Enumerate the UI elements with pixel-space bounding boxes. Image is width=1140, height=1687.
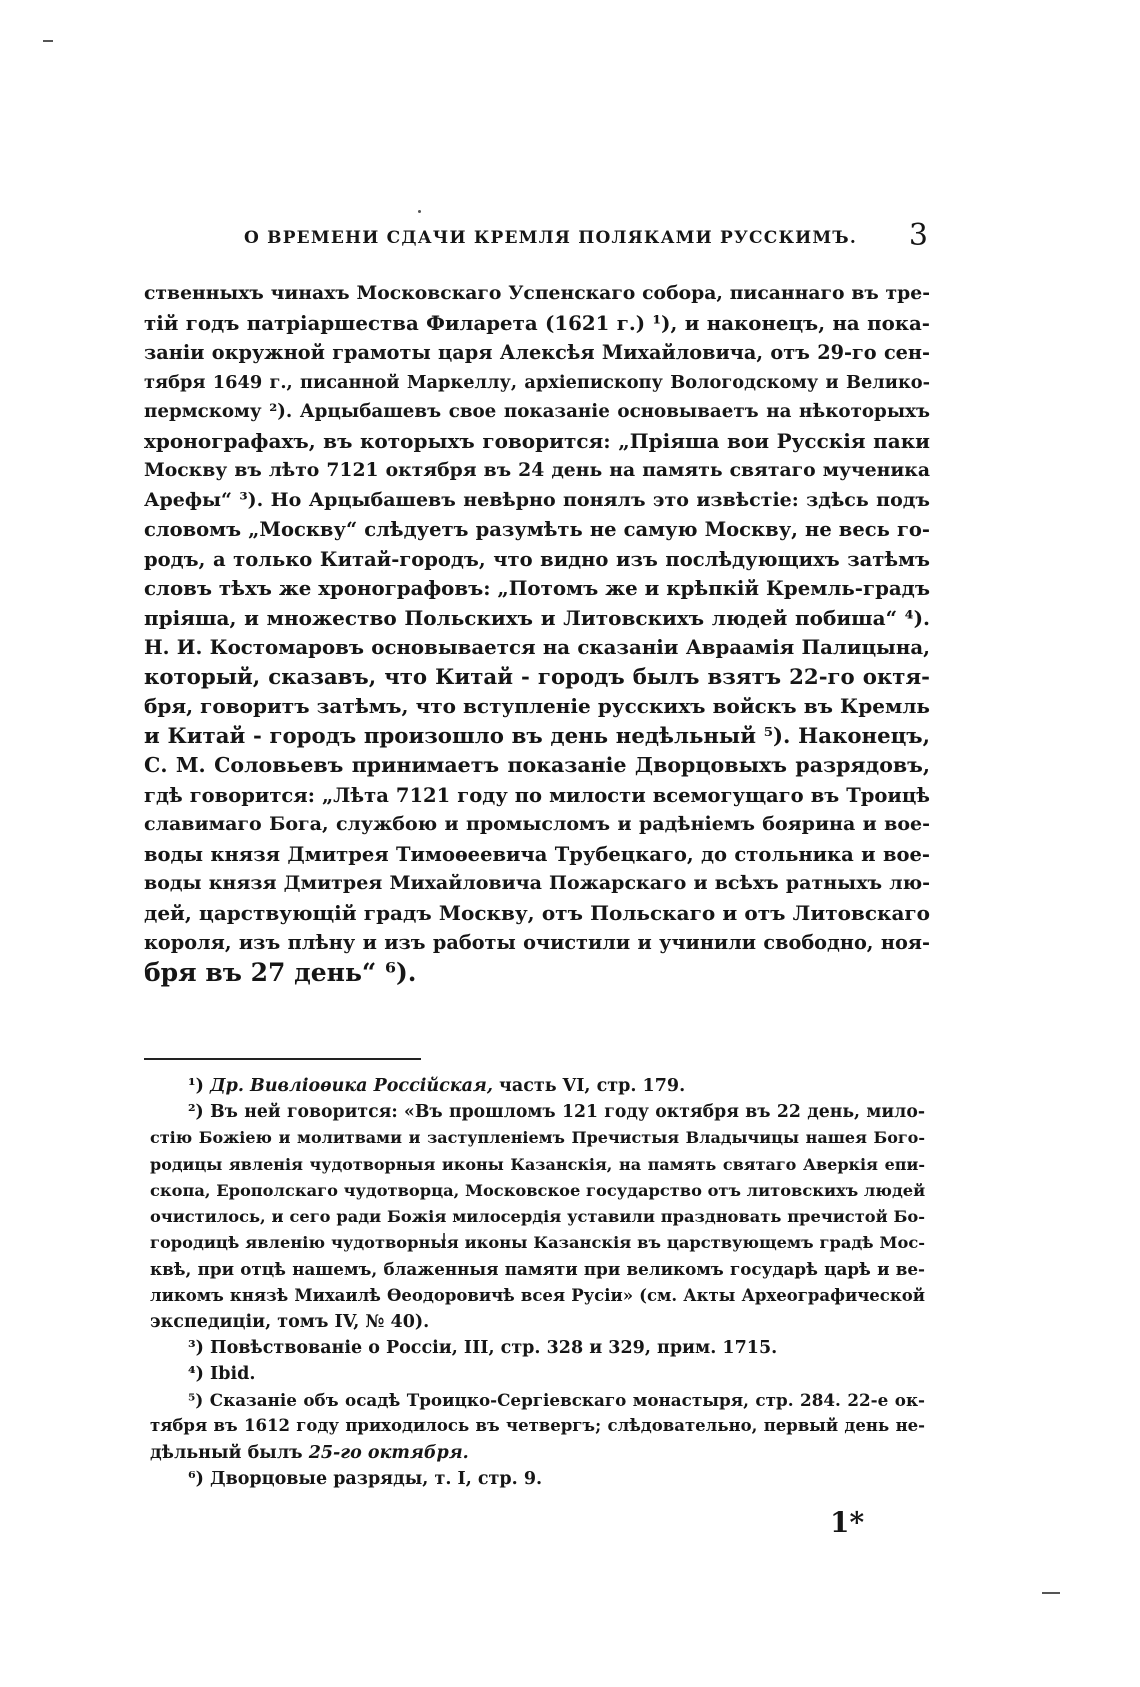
text-line: пріяша, и множество Польскихъ и Литовскихъ людей побиша“ ⁴). [144, 605, 930, 630]
running-header [144, 218, 930, 260]
footnote-2-line: скопа, Ерополскаго чудотворца, Московское государство отъ литовскихъ людей [150, 1180, 926, 1200]
text-line: бря, говоритъ затѣмъ, что вступленіе русскихъ войскъ въ Кремль [144, 694, 930, 718]
footnote-2-line: стію Божіею и молитвами и заступленіемъ Пречистыя Владычицы нашея Бого- [150, 1128, 925, 1148]
footnote-4: ⁴) Ibid. [188, 1364, 256, 1385]
text-line: словомъ „Москву“ слѣдуетъ разумѣть не самую Москву, не весь го- [144, 518, 930, 541]
text-line: гдѣ говорится: „Лѣта 7121 году по милости всемогущаго въ Троицѣ [144, 783, 930, 807]
text-line: словъ тѣхъ же хронографовъ: „Потомъ же и крѣпкій Кремль-градъ [144, 576, 930, 600]
footnote-5-line: тября въ 1612 году приходилось въ четвергъ; слѣдовательно, первый день не- [150, 1416, 925, 1436]
footnote-2-line: экспедиціи, томъ IV, № 40). [150, 1311, 430, 1332]
scan-dash-mark [43, 40, 53, 42]
text-line: ственныхъ чинахъ Московскаго Успенскаго собора, писаннаго въ тре- [144, 282, 930, 304]
running-title: О ВРЕМЕНИ СДАЧИ КРЕМЛЯ ПОЛЯКАМИ РУССКИМЪ. [244, 228, 857, 248]
footnote-5-line [150, 1440, 925, 1466]
signature-mark: 1* [830, 1506, 865, 1539]
text-line: родъ, а только Китай-городъ, что видно изъ послѣдующихъ затѣмъ [144, 547, 930, 571]
text-line: С. М. Соловьевъ принимаетъ показаніе Дворцовыхъ разрядовъ, [144, 753, 930, 777]
footnote-2-line: родицы явленія чудотворныя иконы Казанскія, на память святаго Аверкія епи- [150, 1154, 925, 1174]
text-line: дей, царствующій градъ Москву, отъ Польскаго и отъ Литовскаго [144, 900, 930, 925]
footnote-marker: ¹) [188, 1076, 204, 1096]
scan-dash-mark [1042, 1592, 1060, 1594]
footnote-5-line: ⁵) Сказаніе объ осадѣ Троицко-Сергіевскаго монастыря, стр. 284. 22-е ок- [188, 1390, 925, 1411]
footnote-separator [144, 1058, 421, 1060]
text-line: воды князя Дмитрея Михайловича Пожарскаго и всѣхъ ратныхъ лю- [144, 872, 930, 894]
footnote-1 [150, 1073, 925, 1099]
footnote-2-line: ликомъ князѣ Михаилѣ Ѳеодоровичѣ всея Русіи» (см. Акты Археографической [150, 1285, 925, 1305]
text-line: Арефы“ ³). Но Арцыбашевъ невѣрно понялъ это извѣстіе: здѣсь подъ [144, 488, 930, 511]
text-line: воды князя Дмитрея Тимоѳеевича Трубецкаго, до стольника и вое- [144, 842, 930, 866]
text-line: тій годъ патріаршества Филарета (1621 г.) ¹), и наконецъ, на пока- [144, 310, 930, 335]
footnote-2-line: ²) Въ ней говорится: «Въ прошломъ 121 году октября въ 22 день, мило- [188, 1102, 925, 1123]
text-line: заніи окружной грамоты царя Алексѣя Михайловича, отъ 29-го сен- [144, 341, 930, 364]
text-line: пермскому ²). Арцыбашевъ свое показаніе основываетъ на нѣкоторыхъ [144, 401, 930, 422]
footnote-source-title: Др. Вивліоѳика Россійская, [210, 1076, 493, 1096]
text-line: тября 1649 г., писанной Маркеллу, архіепископу Вологодскому и Велико- [144, 371, 930, 393]
text-line: славимаго Бога, службою и промысломъ и радѣніемъ боярина и вое- [144, 813, 930, 835]
text-line: Н. И. Костомаровъ основывается на сказаніи Авраамія Палицына, [144, 635, 930, 659]
footnote-text: дѣльный былъ [150, 1442, 303, 1463]
footnote-2-line: квѣ, при отцѣ нашемъ, блаженныя памяти при великомъ государѣ царѣ и ве- [150, 1259, 925, 1280]
footnote-6: ⁶) Дворцовые разряды, т. I, стр. 9. [188, 1468, 543, 1489]
footnote-emphasis: 25-го октября. [308, 1442, 469, 1463]
text-line: короля, изъ плѣну и изъ работы очистили и учинили свободно, ноя- [144, 931, 930, 954]
text-line: Москву въ лѣто 7121 октября въ 24 день на память святаго мученика [144, 459, 930, 481]
footnote-2-line: городицѣ явленію чудотворныя иконы Казанскія въ царствующемъ градѣ Мос- [150, 1233, 925, 1253]
footnotes [150, 1073, 925, 1492]
text-line: хронографахъ, въ которыхъ говорится: „Пріяша вои Русскія паки [144, 428, 930, 453]
scan-dot-mark [418, 210, 421, 213]
page-number: 3 [908, 218, 928, 253]
text-line: который, сказавъ, что Китай - городъ былъ взятъ 22-го октя- [144, 664, 930, 690]
footnote-text: часть VI, стр. 179. [499, 1076, 686, 1096]
main-text [144, 279, 930, 987]
footnote-3: ³) Повѣствованіе о Россіи, III, стр. 328 и 329, прим. 1715. [188, 1337, 778, 1358]
footnote-2-line: очистилось, и сего ради Божія милосердія уставили праздновать пречистой Бо- [150, 1206, 925, 1226]
text-line: и Китай - городъ произошло въ день недѣльный ⁵). Наконецъ, [144, 723, 930, 749]
text-line: бря въ 27 день“ ⁶). [144, 957, 417, 987]
